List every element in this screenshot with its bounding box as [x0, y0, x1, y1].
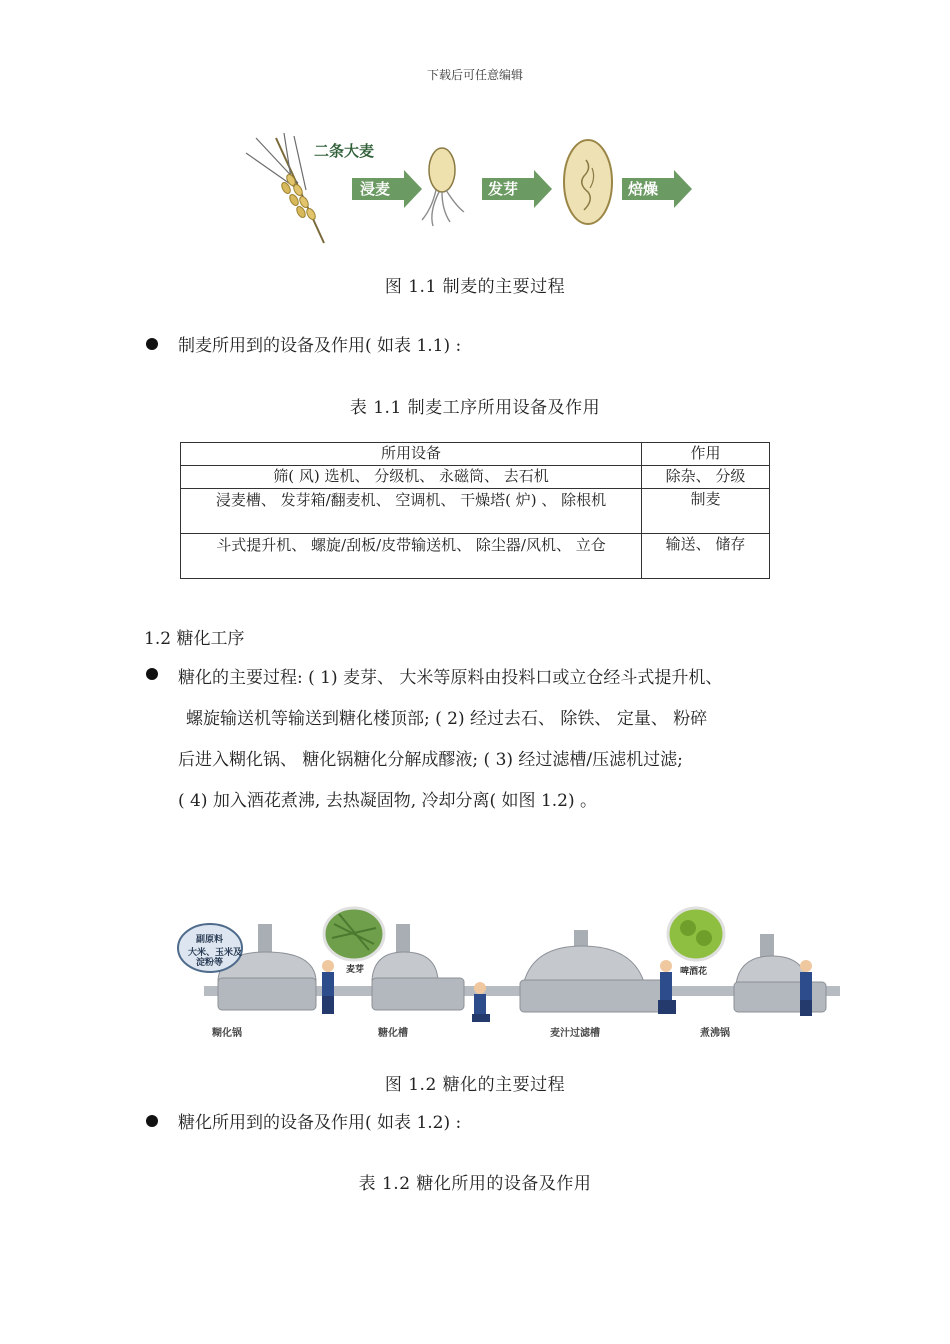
worker-figure-4 [800, 960, 812, 1016]
arrow-steep [352, 170, 422, 208]
table-header-cell: 所用设备 [181, 443, 642, 466]
vessel-label: 糊化锅 [212, 1028, 242, 1039]
paragraph-line: 后进入糊化锅、 糖化锅糖化分解成醪液; ( 3) 经过滤槽/压滤机过滤; [178, 750, 683, 770]
equipment-table [180, 442, 770, 579]
table1-caption: 表 1.1 制麦工序所用设备及作用 [349, 398, 601, 418]
bullet-item [146, 331, 461, 356]
bullet-text: 制麦所用到的设备及作用( 如表 1.1) : [178, 336, 462, 356]
malt-grain-icon [564, 140, 612, 224]
step-label: 发芽 [488, 180, 519, 198]
malt-label: 麦芽 [346, 965, 365, 975]
table2-caption: 表 1.2 糖化所用的设备及作用 [358, 1174, 592, 1194]
figure1-caption: 图 1.1 制麦的主要过程 [384, 277, 566, 297]
boiling-kettle-vessel [734, 934, 826, 1012]
mashing-process-figure [174, 900, 840, 1050]
table-row [181, 534, 770, 579]
bubble-subtitle: 大米、玉米及 [188, 948, 243, 958]
worker-figure-1 [322, 960, 334, 1014]
table-row [181, 489, 770, 534]
bullet-icon [146, 1115, 158, 1127]
bullet-icon [146, 668, 158, 680]
vessel-label: 煮沸锅 [700, 1028, 730, 1039]
malting-process-figure [236, 128, 706, 248]
table-header-row [181, 443, 770, 466]
paragraph [178, 658, 826, 822]
figure2-caption: 图 1.2 糖化的主要过程 [384, 1075, 566, 1095]
bullet-item [146, 658, 826, 822]
bullet-icon [146, 338, 158, 350]
paragraph-line: 螺旋输送机等输送到糖化楼顶部; ( 2) 经过去石、 除铁、 定量、 粉碎 [186, 709, 708, 729]
arrow-germinate [482, 170, 552, 208]
table-cell: 筛( 风) 选机、 分级机、 永磁筒、 去石机 [181, 466, 642, 489]
arrow-kiln [622, 170, 692, 208]
vessel-label: 麦汁过滤槽 [550, 1028, 600, 1039]
bullet-text: 糖化所用到的设备及作用( 如表 1.2) : [178, 1113, 462, 1133]
hops-bubble [668, 908, 724, 977]
section-heading: 1.2 糖化工序 [144, 629, 245, 649]
table-cell: 输送、 储存 [642, 534, 770, 579]
mash-tun-vessel [372, 924, 464, 1010]
bubble-subtitle: 淀粉等 [196, 958, 224, 968]
table-header-cell: 作用 [642, 443, 770, 466]
germinating-grain-icon [422, 148, 464, 226]
vessel-label: 糖化槽 [378, 1028, 408, 1039]
page-header: 下载后可任意编辑 [426, 68, 523, 82]
bullet-item [146, 1108, 461, 1133]
table-cell: 斗式提升机、 螺旋/刮板/皮带输送机、 除尘器/风机、 立仓 [181, 534, 642, 579]
paragraph-line: 糖化的主要过程: ( 1) 麦芽、 大米等原料由投料口或立仓经斗式提升机、 [178, 668, 723, 688]
adjunct-bubble [178, 924, 242, 972]
table-cell: 制麦 [642, 489, 770, 534]
hops-label: 啤酒花 [680, 967, 708, 977]
table-row [181, 466, 770, 489]
barley-label: 二条大麦 [314, 142, 375, 160]
table-cell: 浸麦槽、 发芽箱/翻麦机、 空调机、 干燥塔( 炉) 、 除根机 [181, 489, 642, 534]
bubble-title: 副原料 [196, 935, 224, 945]
paragraph-line: ( 4) 加入酒花煮沸, 去热凝固物, 冷却分离( 如图 1.2) 。 [178, 791, 598, 811]
lauter-tun-vessel [520, 930, 668, 1012]
step-label: 浸麦 [360, 180, 391, 198]
step-label: 焙燥 [628, 180, 659, 198]
barley-ear-icon [246, 133, 324, 243]
table-cell: 除杂、 分级 [642, 466, 770, 489]
